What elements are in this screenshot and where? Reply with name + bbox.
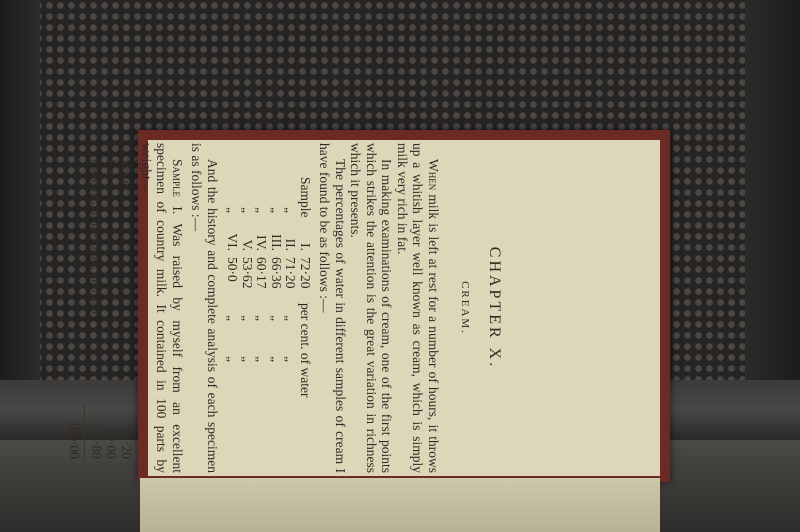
sample-value: 71·20 [283, 257, 299, 289]
paragraph-3: The percentages of water in different samples of cream I have found to be as follows :— [317, 143, 348, 473]
ditto-mark: „ [240, 356, 255, 362]
table-row [105, 159, 120, 459]
list-item [270, 177, 285, 473]
ditto-mark: „ [225, 207, 241, 213]
page-text [28, 143, 508, 473]
analysis-label: Water [119, 159, 135, 191]
ditto-mark: „ [269, 207, 284, 213]
water-percentage-list [226, 177, 313, 473]
list-item [255, 177, 270, 473]
list-item [284, 177, 299, 473]
sample-value: 72·20 [298, 257, 313, 289]
analysis-total: 100·00 [67, 420, 83, 459]
dropcap-word: When [426, 159, 441, 191]
sample-number: III. [269, 234, 284, 251]
sample-number: IV. [254, 235, 270, 251]
analysis-value: 72·20 [119, 427, 135, 459]
analysis-label: Caseine, milk-sugar, and ash [89, 159, 105, 315]
ditto-mark: „ [240, 315, 255, 321]
ditto-mark: „ [283, 315, 299, 321]
table-row [90, 159, 105, 459]
paragraph-4: And the history and complete analysis of each specimen is as follows :— [189, 143, 220, 473]
sample-number: II. [283, 238, 299, 251]
paragraph-5-text: Was raised by myself from an excellent specimen of country milk. It contained in 100 parts by weight— [139, 143, 185, 473]
sample-number: VI. [225, 233, 241, 251]
sample-value: 50·0 [225, 257, 241, 282]
table-row [120, 159, 135, 459]
analysis-table [67, 159, 135, 459]
ditto-mark: „ [254, 315, 270, 321]
sum-rule [85, 403, 86, 459]
sample-value: 60·17 [254, 257, 270, 289]
ditto-mark: „ [254, 207, 270, 213]
ditto-mark: „ [269, 315, 284, 321]
analysis-total-row [67, 159, 83, 459]
sample-number: I. [298, 243, 313, 251]
paragraph-5 [139, 143, 186, 473]
ditto-mark: „ [254, 356, 270, 362]
sample-heading: Sample I. [170, 159, 185, 215]
sample-unit: per cent. of water [298, 303, 313, 398]
ditto-mark: „ [225, 356, 241, 362]
list-item [241, 177, 256, 473]
chapter-title: CHAPTER X. [486, 246, 503, 370]
ditto-mark: „ [269, 356, 284, 362]
paragraph-1 [395, 143, 442, 473]
chapter-subheading: CREAM. [459, 281, 472, 335]
facing-page-bleed [150, 478, 650, 532]
paragraph-1-text: milk is left at rest for a number of hours, it throws up a whitish layer well known as cream, which is simply milk very rich in fat. [395, 143, 441, 473]
analysis-value: 8·80 [89, 434, 105, 459]
ditto-mark: „ [225, 315, 241, 321]
sample-label: Sample [298, 177, 313, 218]
ditto-mark: „ [283, 356, 299, 362]
paragraph-2: In making examinations of cream, one of the first points which strikes the attention is the great variation in richness which it presents. [348, 143, 395, 473]
ditto-mark: „ [240, 207, 255, 213]
sample-value: 53·62 [240, 257, 255, 289]
analysis-value: 19·00 [104, 427, 120, 459]
analysis-label: Fat . [104, 159, 120, 184]
sample-number: V. [240, 239, 255, 251]
list-item [299, 177, 314, 473]
sample-value: 66·36 [269, 257, 284, 289]
ditto-mark: „ [283, 207, 299, 213]
list-item [226, 177, 241, 473]
